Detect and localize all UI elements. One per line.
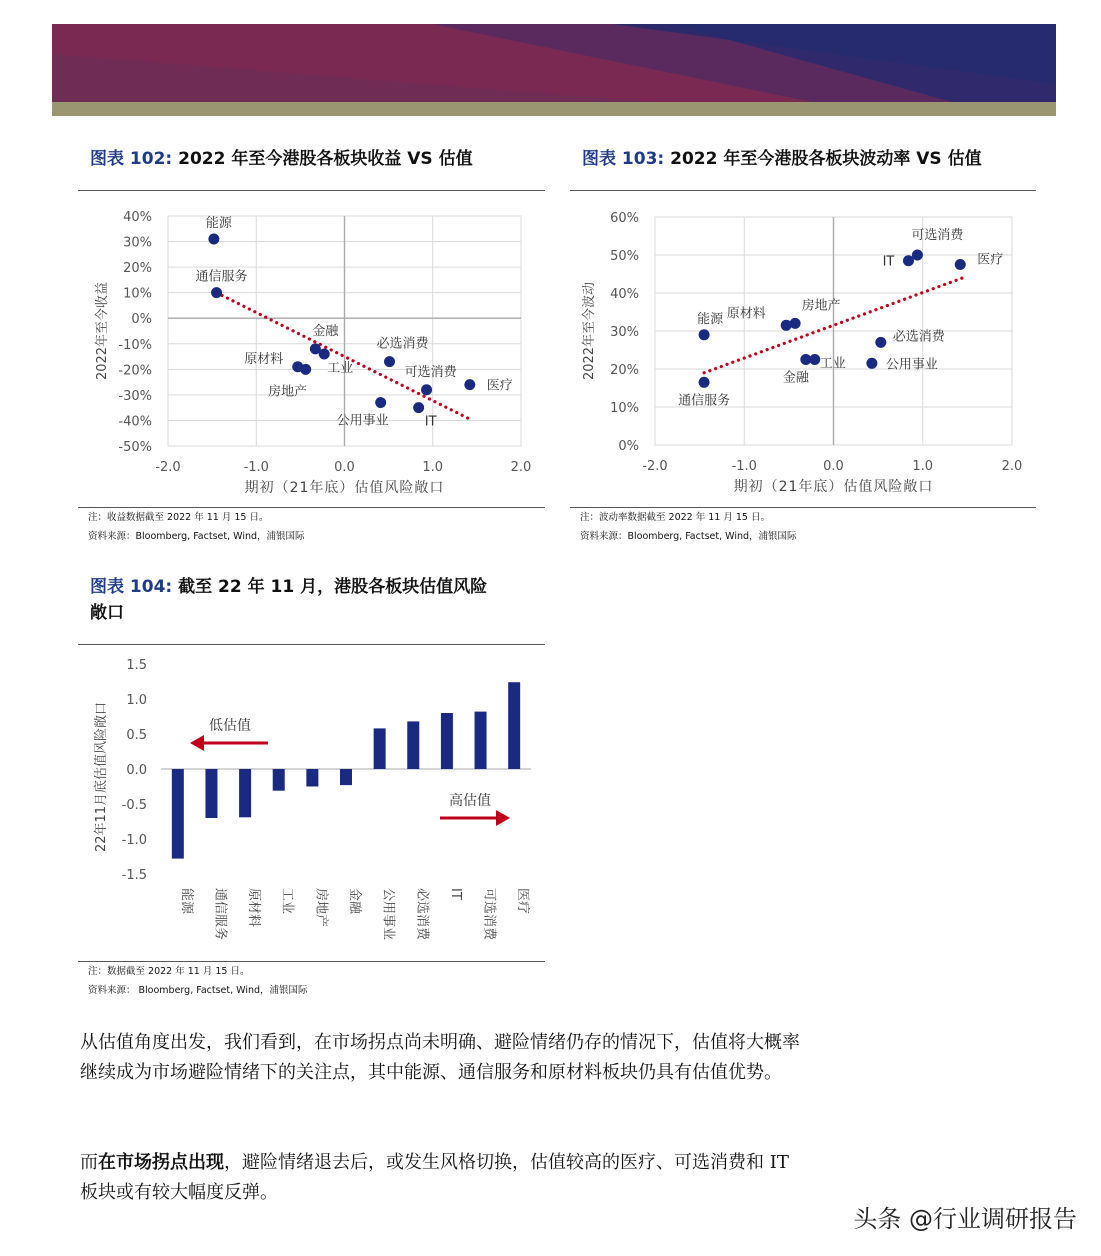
fig103-point-label: 通信服务	[678, 393, 731, 409]
fig102-ytick-label: -10%	[118, 337, 152, 353]
fig102-point	[300, 364, 311, 375]
para2-bold: 在市场拐点出现	[98, 1152, 224, 1173]
fig104-bar	[475, 712, 487, 769]
fig102-point	[464, 379, 475, 390]
fig103-ytick-label: 30%	[610, 325, 639, 340]
fig104-title	[90, 574, 550, 626]
fig102-point-label: 原材料	[244, 351, 284, 367]
fig102-source: 资料来源：Bloomberg, Factset, Wind，浦银国际	[88, 531, 305, 542]
fig102-point-label: IT	[424, 414, 437, 430]
fig104-bar	[441, 713, 453, 769]
fig102-point-label: 可选消费	[404, 364, 457, 380]
fig102-ytick-label: -20%	[118, 363, 152, 379]
fig102-xtick-label: 2.0	[510, 460, 532, 475]
fig103-top-rule	[570, 190, 1036, 191]
fig102-point-label: 工业	[327, 361, 354, 376]
fig102-x-axis-title: 期初（21年底）估值风险敞口	[244, 480, 445, 496]
fig103-xtick-label: 1.0	[912, 459, 934, 474]
para2-rest: ，避险情绪退去后，或发生风格切换，估值较高的医疗、可选消费和 IT 板块或有较大幅度反弹。	[80, 1152, 789, 1203]
fig102-point-label: 公用事业	[336, 413, 389, 429]
fig103-ytick-label: 20%	[610, 363, 639, 378]
fig102-ytick-label: 40%	[123, 210, 152, 225]
fig103-y-axis-title: 2022年至今波动	[582, 281, 597, 381]
fig103-xtick-label: -1.0	[731, 459, 757, 474]
fig103-point	[809, 354, 820, 365]
fig102-xtick-label: 0.0	[334, 460, 355, 475]
fig102-xtick-label: -2.0	[155, 460, 181, 475]
fig102-title	[90, 146, 473, 172]
para2-prefix: 而	[80, 1152, 98, 1173]
fig103-svg	[570, 196, 1036, 504]
fig102-point	[211, 287, 222, 298]
fig102-ytick-label: -50%	[118, 440, 152, 455]
fig103-ytick-label: 60%	[610, 211, 639, 226]
fig103-title-text: 2022 年至今港股各板块波动率 VS 估值	[670, 149, 982, 169]
fig103-point-label: 原材料	[726, 306, 766, 322]
fig102-xtick-label: 1.0	[422, 460, 444, 475]
fig103-point-label: 能源	[697, 311, 724, 327]
fig102-point	[319, 349, 330, 360]
fig103-ytick-label: 10%	[610, 401, 639, 416]
fig104-svg	[78, 648, 545, 958]
fig102-note	[88, 508, 305, 546]
fig104-title-line1: 截至 22 年 11 月，港股各板块估值风险	[178, 577, 488, 597]
fig104-bar	[239, 769, 251, 817]
fig104-y-axis-title: 22年11月底估值风险敞口	[94, 701, 109, 853]
fig104-bar	[273, 769, 285, 791]
fig104-category-label: 能源	[178, 888, 194, 915]
fig104-ytick-label: 0.0	[126, 763, 147, 778]
fig102-y-axis-title: 2022年至今收益	[95, 281, 110, 381]
fig102-point	[208, 234, 219, 245]
body-paragraph-2	[80, 1148, 810, 1208]
header-banner	[52, 24, 1056, 116]
fig104-note1: 注：数据截至 2022 年 11 月 15 日。	[88, 966, 250, 977]
fig103-point	[699, 329, 710, 340]
fig104-chart	[78, 648, 545, 958]
fig104-source: 资料来源： Bloomberg, Factset, Wind，浦银国际	[88, 985, 308, 996]
fig104-ytick-label: -1.5	[121, 868, 147, 883]
fig103-label: 图表 103:	[582, 149, 665, 169]
fig104-category-label: 工业	[279, 888, 295, 915]
fig104-bar	[374, 728, 386, 769]
fig102-ytick-label: -30%	[118, 388, 152, 404]
fig104-category-label: 医疗	[515, 888, 531, 915]
fig104-ytick-label: 0.5	[126, 728, 147, 743]
fig103-source: 资料来源：Bloomberg, Factset, Wind，浦银国际	[580, 531, 797, 542]
fig104-category-label: 房地产	[313, 888, 329, 928]
fig104-category-label: IT	[447, 888, 463, 900]
fig103-point-label: 医疗	[977, 252, 1004, 268]
fig104-high-arrow-head	[496, 810, 510, 826]
fig103-point	[912, 250, 923, 261]
fig104-bar	[340, 769, 352, 785]
fig103-point-label: 金融	[782, 370, 809, 386]
fig103-ytick-label: 0%	[618, 439, 639, 454]
fig104-bar	[508, 682, 520, 769]
fig104-low-label: 低估值	[209, 718, 251, 734]
fig102-point-label: 医疗	[486, 378, 513, 394]
fig104-bar	[306, 769, 318, 787]
fig102-ytick-label: 0%	[131, 312, 152, 328]
watermark: 头条 @行业调研报告	[853, 1205, 1077, 1233]
fig104-category-label: 公用事业	[380, 888, 396, 941]
fig103-note1: 注：波动率数据截至 2022 年 11 月 15 日。	[580, 512, 770, 523]
fig102-ytick-label: 20%	[123, 261, 152, 277]
fig102-label: 图表 102:	[90, 149, 173, 169]
fig104-bar	[407, 721, 419, 769]
fig103-x-axis-title: 期初（21年底）估值风险敞口	[733, 479, 934, 495]
fig103-point	[790, 318, 801, 329]
fig103-note	[580, 508, 797, 546]
fig103-point	[866, 358, 877, 369]
fig103-xtick-label: -2.0	[642, 459, 668, 474]
fig102-point-label: 金融	[312, 323, 339, 339]
fig103-chart	[570, 196, 1036, 504]
fig103-point	[699, 377, 710, 388]
fig103-point-label: 可选消费	[911, 228, 964, 243]
fig102-point-label: 能源	[205, 216, 232, 231]
fig104-low-arrow-head	[190, 735, 204, 751]
fig102-chart	[78, 196, 545, 504]
fig103-point-label: 房地产	[801, 298, 841, 314]
fig102-point	[384, 356, 395, 367]
fig102-point	[375, 397, 386, 408]
fig104-bar	[172, 769, 184, 859]
fig104-high-label: 高估值	[449, 793, 491, 809]
fig104-ytick-label: -1.0	[121, 833, 147, 848]
fig104-category-label: 可选消费	[481, 888, 497, 941]
fig104-ytick-label: 1.5	[126, 658, 147, 673]
fig103-ytick-label: 50%	[610, 249, 639, 264]
fig103-title	[582, 146, 982, 172]
fig104-category-label: 通信服务	[212, 888, 228, 941]
fig104-category-label: 金融	[347, 888, 362, 915]
fig102-point	[421, 384, 432, 395]
fig104-label: 图表 104:	[90, 577, 173, 597]
fig103-ytick-label: 40%	[610, 287, 639, 302]
fig102-note1: 注：收益数据截至 2022 年 11 月 15 日。	[88, 512, 269, 523]
fig104-ytick-label: 1.0	[126, 693, 147, 708]
fig102-ytick-label: 10%	[123, 286, 152, 302]
fig103-point-label: 工业	[819, 356, 846, 372]
fig104-category-label: 必选消费	[414, 888, 430, 941]
fig103-point-label: 公用事业	[885, 357, 938, 373]
fig102-xtick-label: -1.0	[243, 460, 269, 475]
fig102-point	[413, 402, 424, 413]
fig102-title-text: 2022 年至今港股各板块收益 VS 估值	[178, 149, 473, 169]
fig103-xtick-label: 0.0	[823, 459, 844, 474]
fig103-point	[875, 337, 886, 348]
fig102-ytick-label: 30%	[123, 235, 152, 251]
body-paragraph-1: 从估值角度出发，我们看到，在市场拐点尚未明确、避险情绪仍存的情况下，估值将大概率继续成为市场避险情绪下的关注点，其中能源、通信服务和原材料板块仍具有估值优势。	[80, 1032, 800, 1083]
fig104-category-label: 原材料	[246, 888, 262, 928]
fig104-title-line2: 敞口	[90, 603, 124, 623]
fig103-point	[955, 259, 966, 270]
fig104-bar	[205, 769, 217, 818]
fig103-point-label: 必选消费	[892, 329, 945, 345]
fig103-point-label: IT	[882, 254, 895, 270]
fig102-point-label: 通信服务	[195, 269, 248, 285]
fig102-point-label: 房地产	[268, 384, 308, 400]
fig102-point-label: 必选消费	[376, 336, 429, 352]
fig102-top-rule	[78, 190, 545, 191]
fig103-xtick-label: 2.0	[1001, 459, 1023, 474]
fig104-note	[88, 962, 308, 1000]
fig104-ytick-label: -0.5	[121, 798, 147, 813]
fig104-top-rule	[78, 644, 545, 645]
fig102-ytick-label: -40%	[118, 414, 152, 430]
fig102-svg	[78, 196, 545, 504]
